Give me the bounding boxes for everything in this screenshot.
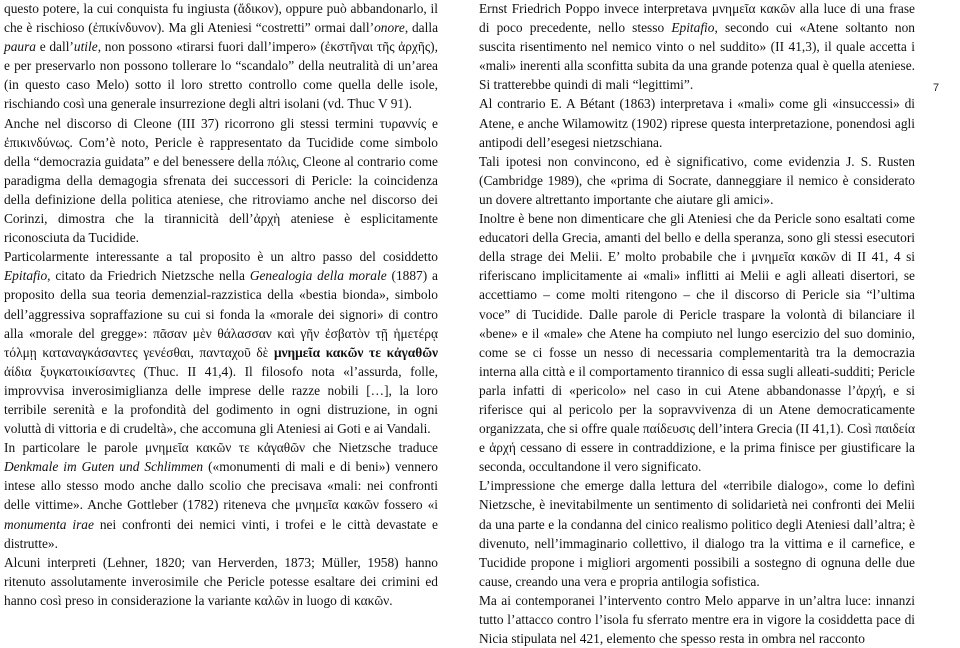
bold-greek-quote: μνημεῖα κακῶν τε κἀγαθῶν (273, 344, 438, 360)
emphasis-paura: paura (4, 39, 36, 55)
right-column (479, 0, 915, 648)
title-genealogia: Genealogia della morale (249, 268, 387, 284)
emphasis-monumenta-irae: monumenta irae (4, 516, 94, 532)
left-column (4, 0, 438, 610)
title-denkmale: Denkmale im Guten und Schlimmen (4, 459, 204, 475)
right-paragraph-1: Ernst Friedrich Poppo invece interpretava μνημεῖα κακῶν alla luce di una frase di poco precedente, nello stesso Epitafio, secondo cui «Atene soltanto non suscita risentimento nel nemico vinto o nel suddito» (II 41,3), il quale accetta i «mali» inerenti alla sconfitta subita da una grande potenza qual è quella ateniese. Si tratterebbe quindi di mali “legittimi”. (479, 1, 916, 93)
left-paragraph-1: questo potere, la cui conquista fu ingiusta (ἄδικον), oppure può abbandonarlo, il che è rischioso (ἐπικίνδυνον). Ma gli Ateniesi “costretti” ormai dall’onore, dalla paura e dall’utile, non possono «tirarsi fuori dall’impero» (ἐκστῆναι τῆς ἀρχῆς), e per preservarlo non possono tollerare lo “scandalo” della neutralità di un’area (in questo caso Melo) sotto il loro stretto controllo come quella delle isole, rischiando così una generale insurrezione degli altri isolani (vd. Thuc V 91). (4, 1, 439, 112)
title-epitafio: Epitafio (4, 268, 48, 284)
right-paragraph-3: Tali ipotesi non convincono, ed è significativo, come evidenzia J. S. Rusten (Cambridge 1989), che «prima di Socrate, danneggiare il nemico è considerato un dovere altrettanto importante che aiutare gli amici». (479, 153, 915, 207)
title-epitafio: Epitafio (671, 20, 715, 36)
emphasis-utile: utile (73, 39, 98, 55)
emphasis-onore: onore (374, 20, 405, 36)
right-paragraph-2: Al contrario E. A Bétant (1863) interpretava i «mali» come gli «insuccessi» di Atene, e anche Wilamowitz (1902) riprese questa interpretazione, ponendosi agli antipodi dell’esegesi nietzschiana. (479, 96, 915, 150)
right-paragraph-4: Inoltre è bene non dimenticare che gli Ateniesi che da Pericle sono esaltati come educatori della Grecia, amanti del bello e della speranza, sono gli stessi esecutori della strage dei Melii. E’ molto probabile che i μνημεῖα κακῶν di II 41, 4 si riferiscano implicitamente ai «mali» inflitti ai Melii e agli alleati disertori, se accettiamo – come molti ritengono – che il discorso di Pericle sia “l’ultima voce” di Tucidide. Dalle parole di Pericle traspare la volontà di bilanciare il «bene» e il «male» che Atene ha compiuto nel lungo esercizio del suo dominio, come se ci fosse un nesso di necessaria complementarità tra la democrazia interna alla città e il comportamento tirannico di essa sugli alleati-sudditi; Pericle parla infatti di «pericolo» nel caso in cui Atene abbandonasse l’ἀρχή, e si riferisce qui al pericolo per la sopravvivenza di un Atene democraticamente organizzata, che si offre quale παίδευσις dell’intera Grecia (II 41,1). Così παιδεία e ἀρχή cessano di essere in contraddizione, e la prima finisce per giustificare la seconda, occultandone il vero significato. (479, 211, 915, 475)
left-paragraph-5: Alcuni interpreti (Lehner, 1820; van Herverden, 1873; Müller, 1958) hanno ritenuto assolutamente inverosimile che Pericle potesse esaltare dei crimini ed hanno così preso in considerazione la variante καλῶν in luogo di κακῶν. (4, 554, 438, 608)
left-paragraph-4: In particolare le parole μνημεῖα κακῶν τε κἀγαθῶν che Nietzsche traduce Denkmale im Guten und Schlimmen («monumenti di mali e di beni») vennero intese allo stesso modo anche dallo scolio che precisava «mali: nei confronti delle vittime». Anche Gottleber (1782) riteneva che μνημεῖα κακῶν fossero «i monumenta irae nei confronti dei nemici vinti, i trofei e le città devastate e distrutte». (4, 440, 438, 551)
right-paragraph-6: Ma ai contemporanei l’intervento contro Melo apparve in un’altra luce: innanzi tutto l’attacco contro l’isola fu sferrato mentre era in vigore la cosiddetta pace di Nicia stipulata nel 421, elemento che spesso resta in ombra nel racconto (479, 592, 915, 647)
left-paragraph-3: Particolarmente interessante a tal proposito è un altro passo del cosiddetto Epitafio, citato da Friedrich Nietzsche nella Genealogia della morale (1887) a proposito della sua teoria demenzial-razzistica della «bestia bionda», simbolo dell’aggressiva sopraffazione su cui si fonda la «morale dei signori» di contro alla «morale del gregge»: πᾶσαν μὲν θάλασσαν καὶ γῆν ἐσβατὸν τῇ ἡμετέρᾳ τόλμῃ καταναγκάσαντες γενέσθαι, πανταχοῦ δὲ μνημεῖα κακῶν τε κἀγαθῶν ἀίδια ξυγκατοικίσαντες (Thuc. II 41,4). Il filosofo nota «l’assurda, folle, improvvisa inverosimiglianza delle imprese delle razze nobili […], la loro terribile serenità e la profondità del godimento in ogni distruzione, in ogni voluttà di vittoria e di crudeltà», che accomuna gli Ateniesi ai Goti e ai Vandali. (4, 249, 438, 437)
left-paragraph-2: Anche nel discorso di Cleone (III 37) ricorrono gli stessi termini τυραννίς e ἐπικινδύνως. Com’è noto, Pericle è rappresentato da Tucidide come simbolo della “democrazia guidata” e del benessere della πόλις, Cleone al contrario come paradigma della demagogia sfrenata dei successori di Pericle: la coincidenza della definizione della politica ateniese, che ritroviamo anche nel discorso dei Corinzi, dimostra che la tirannicità dell’ἀρχὴ ateniese è esplicitamente riconosciuta da Tucidide. (4, 115, 438, 246)
page-number: 7 (933, 82, 940, 94)
right-paragraph-5: L’impressione che emerge dalla lettura del «terribile dialogo», come lo definì Nietzsche, è inevitabilmente un sentimento di solidarietà nei confronti dei Melii da una parte e la condanna del cinico realismo politico degli Ateniesi dall’altra; è divenuto, nell’immaginario collettivo, il dialogo tra la vittima e il carnefice, e Tucidide propone i migliori argomenti possibili a sostegno di ognuna delle due cause, creando una vera e propria antilogia sofistica. (479, 478, 915, 589)
